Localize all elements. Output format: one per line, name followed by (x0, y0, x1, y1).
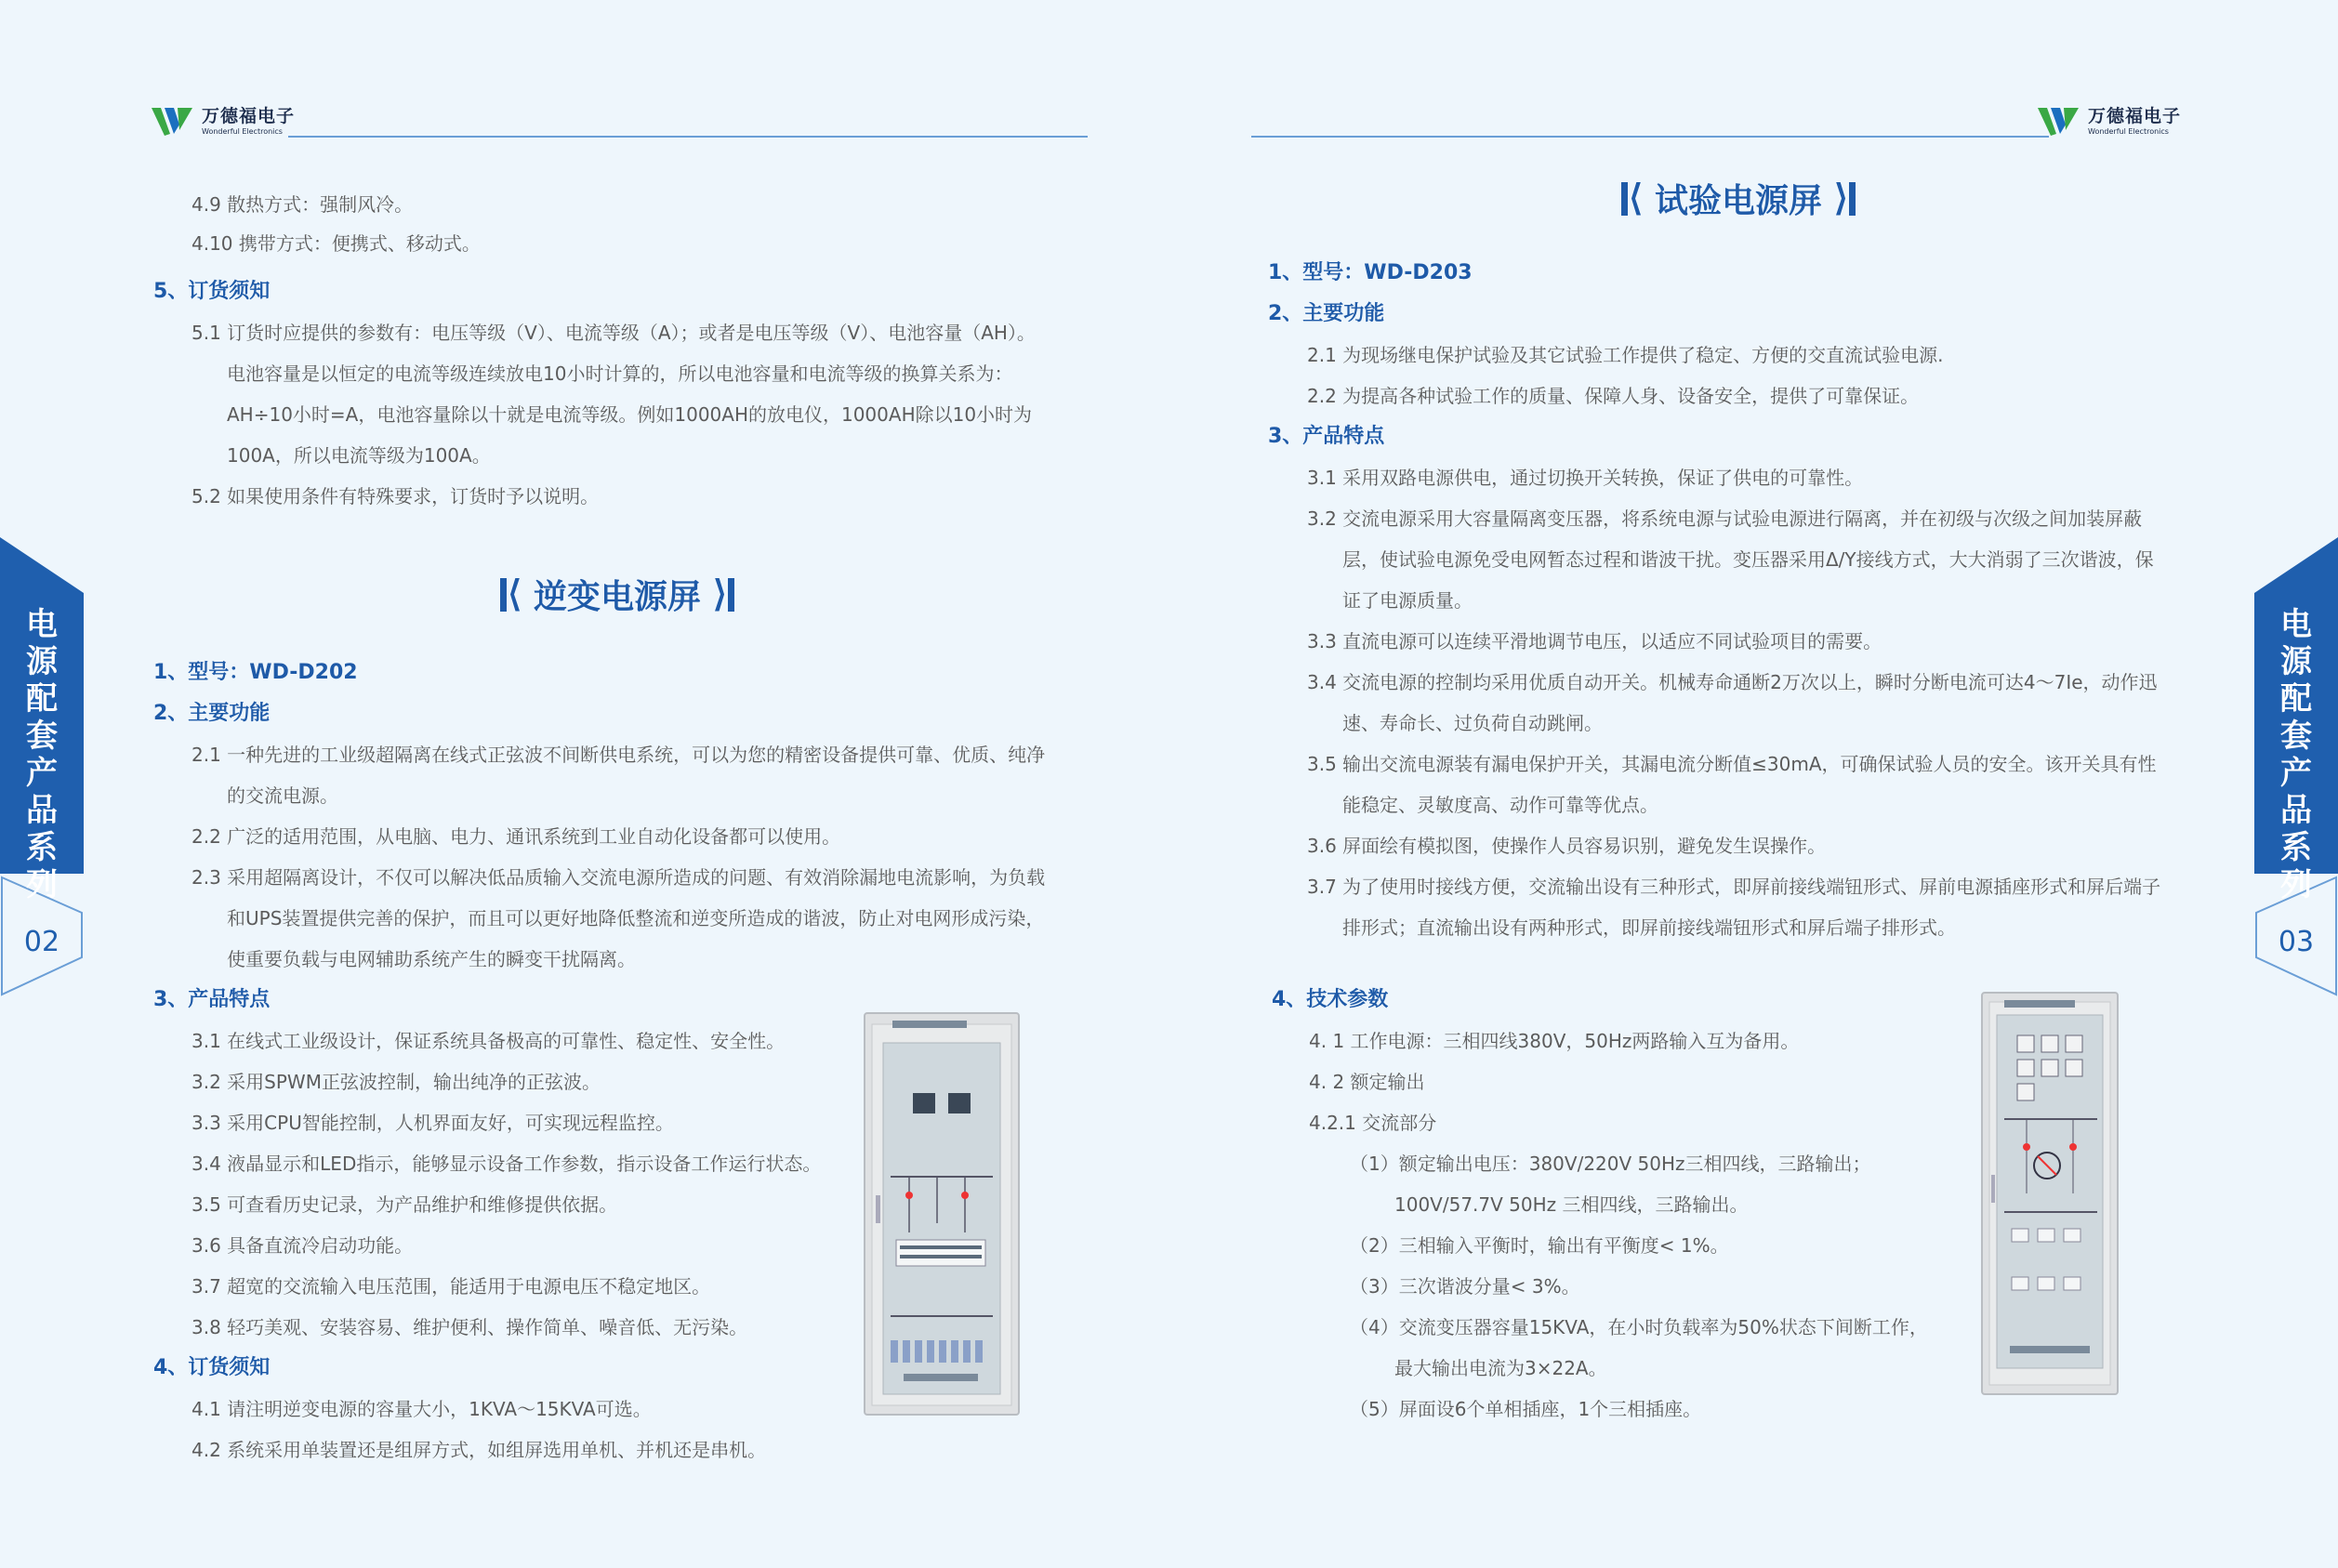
section-heading: 4、订货须知 (153, 1356, 271, 1379)
feature-line: 3.2 交流电源采用大容量隔离变压器，将系统电源与试验电源进行隔离，并在初级与次级之间加装屏蔽 (1307, 507, 2143, 530)
side-tab-label (2254, 606, 2338, 903)
section-title (1619, 175, 1857, 222)
spec-line: 4.9 散热方式：强制风冷。 (192, 193, 414, 216)
feature-line: 3.4 液晶显示和LED指示，能够显示设备工作参数，指示设备工作运行状态。 (192, 1153, 822, 1175)
param-line: 最大输出电流为3×22A。 (1394, 1357, 1607, 1379)
model-heading: 1、型号：WD-D202 (153, 661, 358, 684)
func-line: 2.2 为提高各种试验工作的质量、保障人身、设备安全，提供了可靠保证。 (1307, 385, 1920, 407)
title-text: 逆变电源屏 (534, 578, 702, 616)
bracket-left-icon (1619, 182, 1644, 216)
brand-name: 万德福电子 (2088, 106, 2182, 126)
param-line: （3）三次谐波分量< 3%。 (1350, 1275, 1580, 1298)
param-line: （5）屏面设6个单相插座，1个三相插座。 (1350, 1398, 1702, 1420)
brand-name-en: Wonderful Electronics (202, 127, 283, 136)
order-line: 电池容量是以恒定的电流等级连续放电10小时计算的，所以电池容量和电流等级的换算关系为： (227, 362, 1013, 385)
feature-line: 3.8 轻巧美观、安装容易、维护便利、操作简单、噪音低、无污染。 (192, 1316, 748, 1338)
param-line: 4.2.1 交流部分 (1309, 1112, 1437, 1134)
feature-line: 排形式；直流输出设有两种形式，即屏前接线端钮形式和屏后端子排形式。 (1342, 916, 1956, 939)
side-tab-right (2254, 537, 2338, 1002)
side-tab-text: 电源配套产品系列 (2280, 606, 2312, 903)
model-heading: 1、型号：WD-D203 (1268, 261, 1473, 284)
order-line: AH÷10小时=A，电池容量除以十就是电流等级。例如1000AH的放电仪，1000AH除以10小时为 (227, 403, 1033, 426)
brand-name-en: Wonderful Electronics (2088, 127, 2169, 136)
param-line: 100V/57.7V 50Hz 三相四线，三路输出。 (1394, 1193, 1749, 1216)
order-line: 4.1 请注明逆变电源的容量大小，1KVA～15KVA可选。 (192, 1398, 652, 1420)
logo-mark-icon (2038, 106, 2080, 138)
feature-line: 3.7 超宽的交流输入电压范围，能适用于电源电压不稳定地区。 (192, 1275, 711, 1298)
feature-line: 3.2 采用SPWM正弦波控制，输出纯净的正弦波。 (192, 1071, 601, 1093)
feature-line: 3.5 可查看历史记录，为产品维护和维修提供依据。 (192, 1193, 618, 1216)
bracket-left-icon (498, 578, 522, 612)
logo-mark-icon (152, 106, 194, 138)
page-number: 03 (2278, 926, 2315, 958)
brand-logo (152, 106, 295, 138)
order-line: 100A，所以电流等级为100A。 (227, 444, 491, 467)
title-text: 试验电源屏 (1655, 182, 1823, 220)
header-rule (288, 136, 1088, 138)
section-heading: 2、主要功能 (153, 702, 271, 725)
brand-logo (2038, 106, 2181, 138)
spec-line: 4.10 携带方式：便携式、移动式。 (192, 232, 481, 255)
order-line: 5.2 如果使用条件有特殊要求，订货时予以说明。 (192, 485, 600, 507)
feature-line: 3.5 输出交流电源装有漏电保护开关，其漏电流分断值≤30mA，可确保试验人员的安全。该开关具有性 (1307, 753, 2157, 775)
order-line: 5.1 订货时应提供的参数有：电压等级（V）、电流等级（A）；或者是电压等级（V）、电池容量（AH）。 (192, 322, 1036, 344)
right-page (1169, 0, 2338, 1568)
page-number: 02 (23, 926, 60, 958)
section-heading: 2、主要功能 (1268, 302, 1385, 325)
feature-line: 能稳定、灵敏度高、动作可靠等优点。 (1342, 794, 1658, 816)
param-line: （2）三相输入平衡时，输出有平衡度< 1%。 (1350, 1234, 1729, 1257)
feature-line: 3.3 直流电源可以连续平滑地调节电压，以适应不同试验项目的需要。 (1307, 630, 1882, 652)
inverter-cabinet-image (863, 1009, 1023, 1418)
param-line: 4. 2 额定输出 (1309, 1071, 1425, 1093)
feature-line: 3.6 屏面绘有模拟图，使操作人员容易识别，避免发生误操作。 (1307, 835, 1827, 857)
func-line: 2.1 为现场继电保护试验及其它试验工作提供了稳定、方便的交直流试验电源. (1307, 344, 1944, 366)
param-line: （1）额定输出电压：380V/220V 50Hz三相四线，三路输出； (1350, 1153, 1871, 1175)
feature-line: 层，使试验电源免受电网暂态过程和谐波干扰。变压器采用Δ/Y接线方式，大大消弱了三次谐波，保 (1342, 548, 2154, 571)
section-heading: 4、技术参数 (1272, 988, 1389, 1011)
bracket-right-icon (1833, 182, 1857, 216)
order-line: 4.2 系统采用单装置还是组屏方式，如组屏选用单机、并机还是串机。 (192, 1439, 767, 1461)
section-title (498, 571, 736, 618)
side-tab-text: 电源配套产品系列 (26, 606, 58, 903)
param-line: 4. 1 工作电源：三相四线380V，50Hz两路输入互为备用。 (1309, 1030, 1800, 1052)
func-line: 的交流电源。 (227, 784, 338, 807)
feature-line: 3.4 交流电源的控制均采用优质自动开关。机械寿命通断2万次以上，瞬时分断电流可达4～7Ie，动作迅 (1307, 671, 2158, 693)
bracket-right-icon (712, 578, 736, 612)
feature-line: 3.3 采用CPU智能控制，人机界面友好，可实现远程监控。 (192, 1112, 674, 1134)
param-line: （4）交流变压器容量15KVA，在小时负载率为50%状态下间断工作， (1350, 1316, 1928, 1338)
header-rule (1251, 136, 2049, 138)
func-line: 2.3 采用超隔离设计，不仅可以解决低品质输入交流电源所造成的问题、有效消除漏地电流影响，为负载 (192, 866, 1046, 889)
func-line: 使重要负载与电网辅助系统产生的瞬变干扰隔离。 (227, 948, 636, 970)
feature-line: 3.1 采用双路电源供电，通过切换开关转换，保证了供电的可靠性。 (1307, 467, 1864, 489)
feature-line: 3.7 为了使用时接线方便，交流输出设有三种形式，即屏前接线端钮形式、屏前电源插座形式和屏后端子 (1307, 876, 2161, 898)
section-heading: 3、产品特点 (1268, 425, 1385, 448)
feature-line: 3.6 具备直流冷启动功能。 (192, 1234, 414, 1257)
feature-line: 证了电源质量。 (1342, 589, 1473, 612)
brand-name: 万德福电子 (202, 106, 296, 126)
side-tab-label (0, 606, 84, 903)
side-tab-left (0, 537, 84, 1002)
func-line: 2.1 一种先进的工业级超隔离在线式正弦波不间断供电系统，可以为您的精密设备提供可靠、优质、纯净 (192, 744, 1046, 766)
feature-line: 3.1 在线式工业级设计，保证系统具备极高的可靠性、稳定性、安全性。 (192, 1030, 786, 1052)
section-heading: 5、订货须知 (153, 280, 271, 303)
feature-line: 速、寿命长、过负荷自动跳闸。 (1342, 712, 1603, 734)
section-heading: 3、产品特点 (153, 988, 271, 1011)
func-line: 和UPS装置提供完善的保护，而且可以更好地降低整流和逆变所造成的谐波，防止对电网形成污染， (227, 907, 1045, 929)
test-cabinet-image (1980, 989, 2120, 1398)
func-line: 2.2 广泛的适用范围，从电脑、电力、通讯系统到工业自动化设备都可以使用。 (192, 825, 841, 848)
